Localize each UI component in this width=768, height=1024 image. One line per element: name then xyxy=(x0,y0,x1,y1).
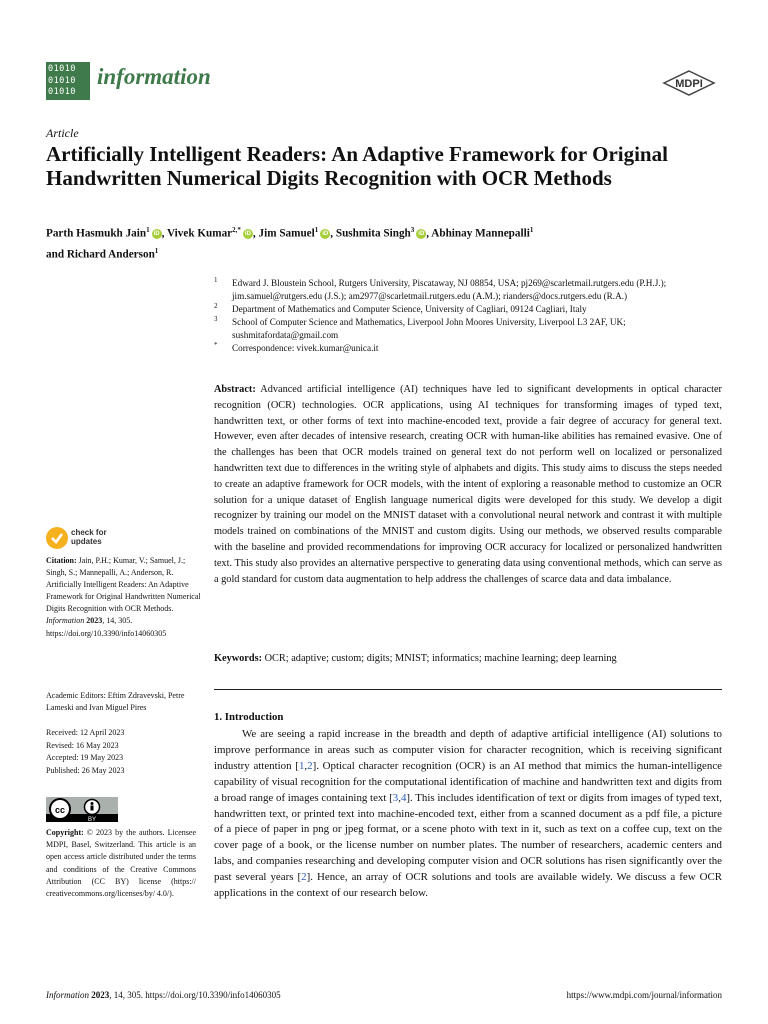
author: Jim Samuel xyxy=(258,227,315,240)
author: Parth Hasmukh Jain xyxy=(46,227,147,240)
author: Sushmita Singh xyxy=(335,227,411,240)
journal-name: information xyxy=(97,64,211,89)
citation-link[interactable]: 2 xyxy=(307,759,313,772)
affiliation: 3 School of Computer Science and Mathematics, Liverpool John Moores University, Liverpool L3 2AF, UK; sushmitafordata@gmail.com xyxy=(214,315,626,341)
copyright-notice: Copyright: © 2023 by the authors. Licensee MDPI, Basel, Switzerland. This article is an open access article distributed under the terms and conditions of the Creative Commons Attribution (CC BY) license (https:// creativecommons.org/licenses/by/ 4.0/). xyxy=(46,828,197,899)
keywords-label: Keywords: xyxy=(214,653,263,664)
author: Abhinay Mannepalli xyxy=(431,227,530,240)
mdpi-logo xyxy=(662,70,716,96)
affiliation: * Correspondence: vivek.kumar@unica.it xyxy=(214,341,379,354)
check-icon xyxy=(46,527,68,549)
footer-citation: Information 2023, 14, 305. https://doi.org/10.3390/info14060305 xyxy=(46,990,281,1000)
citation-link[interactable]: 2 xyxy=(301,871,307,884)
citation-link[interactable]: 1 xyxy=(298,759,305,772)
keywords xyxy=(214,651,722,666)
citation-link[interactable]: 3 xyxy=(392,791,399,804)
publisher-name: MDPI xyxy=(675,78,703,90)
author: and Richard Anderson xyxy=(46,248,155,261)
academic-editors: Academic Editors: Eftim Zdravevski, Petre Lameski and Ivan Miguel Pires xyxy=(46,691,185,713)
abstract-label: Abstract: xyxy=(214,384,256,395)
orcid-icon[interactable]: iD xyxy=(153,231,160,238)
cc-by-license-badge[interactable] xyxy=(46,797,118,822)
check-for-updates-button[interactable]: check for updates xyxy=(46,527,126,551)
affiliations xyxy=(214,277,726,356)
author-list: Parth Hasmukh Jain$^1$iD , Vivek Kumar$^{2,*}$iD , Jim Samuel$^1$iD , Sushmita Singh$^3$iD , Abhinay Mannepalli$^1$ and Richard Anderson$^1$ xyxy=(46,226,534,261)
section-heading: 1. Introduction xyxy=(214,711,284,723)
accepted-date: Accepted: 19 May 2023 xyxy=(46,753,124,763)
keywords-text: OCR; adaptive; custom; digits; MNIST; informatics; machine learning; deep learning xyxy=(264,653,617,664)
citation-link[interactable]: 4 xyxy=(400,791,407,804)
revised-date: Revised: 16 May 2023 xyxy=(46,740,119,750)
article-type: Article xyxy=(46,126,79,140)
publication-dates xyxy=(46,727,206,777)
citation: Citation: Jain, P.H.; Kumar, V.; Samuel, J.; Singh, S.; Mannepalli, A.; Anderson, R. Artificially Intelligent Readers: An Adaptive Framework for Original Handwritten Numerical Digits Recognition with OCR Methods. Information 2023, 14, 305. https://doi.org/10.3390/info14060305 xyxy=(46,556,201,638)
paper-title: Artificially Intelligent Readers: An Adaptive Framework for Original Handwritten Numerical Digits Recognition with OCR Methods xyxy=(46,142,668,190)
divider xyxy=(214,689,722,690)
published-date: Published: 26 May 2023 xyxy=(46,765,125,775)
affiliation: 1 Edward J. Bloustein School, Rutgers University, Piscataway, NJ 08854, USA; pj269@scarletmail.rutgers.edu (P.H.J.); jim.samuel@rutgers.edu (J.S.); am2977@scarletmail.rutgers.edu (A.M.); rianders@docs.rutgers.edu (R.A.) xyxy=(214,276,667,302)
affiliation: 2 Department of Mathematics and Computer Science, University of Cagliari, 09124 Cagliari, Italy xyxy=(214,302,587,315)
abstract xyxy=(214,382,722,587)
abstract-text: Advanced artificial intelligence (AI) techniques have led to significant developments in optical character recognition (OCR) technologies. OCR applications, using AI techniques for transforming images of typed text, handwritten text, or other forms of text into machine-encoded text, provide a fair degree of accuracy for general text. However, even after decades of intensive research, creating OCR with human-like abilities has remained evasive. One of the challenges has been that OCR models trained on general text do not perform well on localized or personalized handwritten text due to differences in the writing style of alphabets and digits. This study aims to discuss the steps needed to create an adaptive framework for OCR models, with the intent of exploring a reasonable method to customize an OCR solution for a unique dataset of English language numerical digits were developed for this study. We develop a digit recognizer by training our model on the MNIST dataset with a convolutional neural network and contrast it with multiple models trained on combinations of the MNIST and custom digits. Using our methods, we observed results comparable with the baseline and provided recommendations for improving OCR accuracy for localized or personalized handwritten text. This study also provides an alternative perspective to generating data using conventional methods, which can serve as a gold standard for custom data augmentation to help address the challenges of scarce data and data imbalance. xyxy=(214,384,722,585)
journal-url[interactable]: https://www.mdpi.com/journal/information xyxy=(566,990,722,1000)
svg-text:cc: cc xyxy=(54,805,66,815)
svg-text:BY: BY xyxy=(87,817,97,822)
received-date: Received: 12 April 2023 xyxy=(46,728,125,737)
author: Vivek Kumar xyxy=(167,227,233,240)
journal-logo: 01010 01010 01010 xyxy=(46,62,90,100)
orcid-icon[interactable]: iD xyxy=(418,231,425,238)
orcid-icon[interactable]: iD xyxy=(322,231,329,238)
introduction-paragraph: We are seeing a rapid increase in the breadth and depth of adaptive artificial intelligence (AI) solutions to improve performance in areas such as computer vision for character recognition, which is receiving significant industry attention [1,2]. Optical character recognition (OCR) is an AI method that mimics the human-intelligence capability of visual recognition for the computational identification of machine and handwritten text and digits from a broad range of images containing text [3,4]. This includes identification of text or digits from images of typed text, handwritten text, or printed text into machine-encoded text, either from a scanned document as a pdf file, a picture of a piece of paper in png or jpeg format, or a scene photo with text in it, such as text on a coffee cup, text on the cover page of a book, or the license number on number plates. The number of researchers, academic centers and labs, and companies researching and developing computer vision and OCR solutions has risen significantly over the past several years [2]. Hence, an array of OCR solutions and tools are available widely. We discuss a few OCR applications in the context of our research below. xyxy=(214,728,723,900)
orcid-icon[interactable]: iD xyxy=(244,231,251,238)
